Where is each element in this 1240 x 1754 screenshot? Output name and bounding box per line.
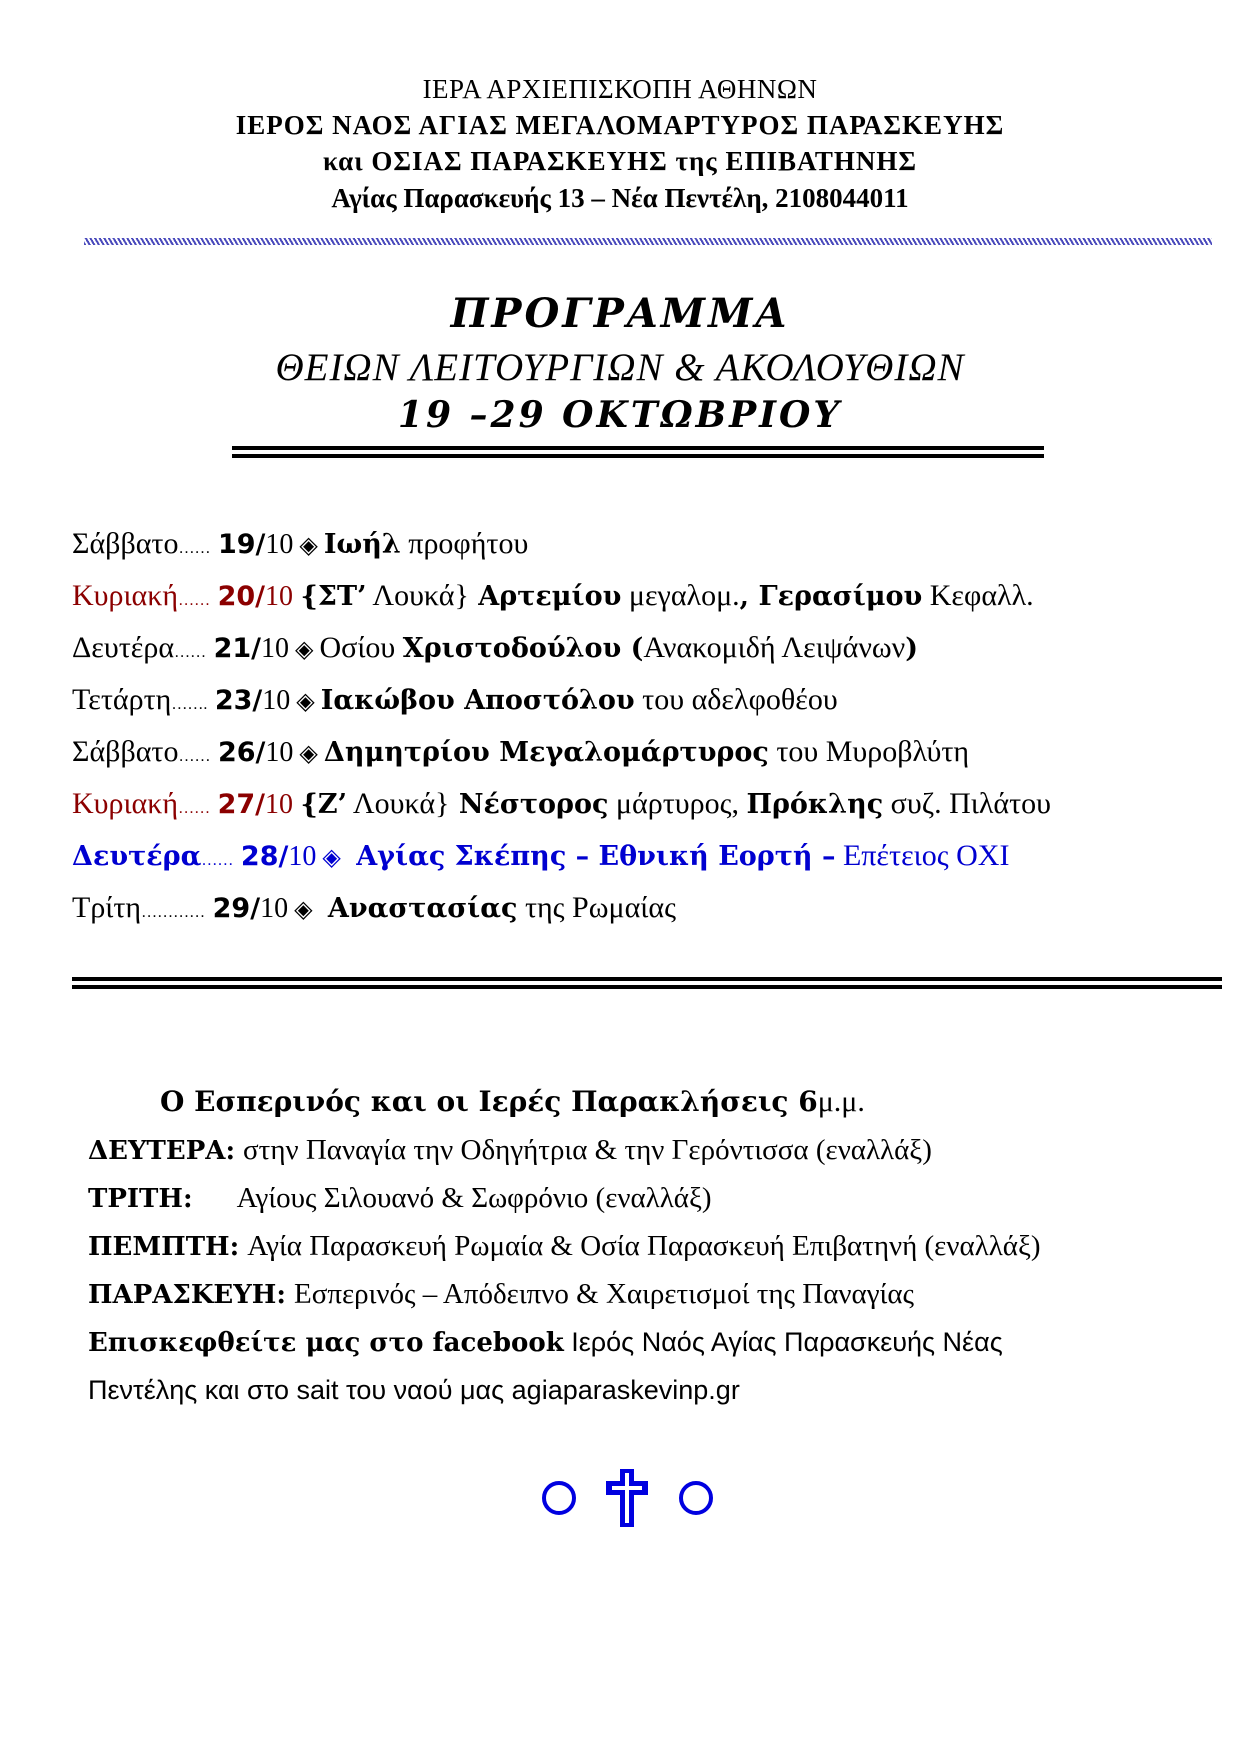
feast-text: της Ρωμαίας	[517, 891, 676, 924]
date-month: 10	[265, 737, 294, 768]
date-day: 19/	[217, 529, 266, 560]
schedule-row	[72, 570, 1232, 622]
service-description: Αγία Παρασκευή Ρωμαία & Οσία Παρασκευή Επιβατηνή (εναλλάξ)	[247, 1230, 1041, 1262]
church-name: ΙΕΡΟΣ ΝΑΟΣ ΑΓΙΑΣ ΜΕΓΑΛΟΜΑΡΤΥΡΟΣ ΠΑΡΑΣΚΕΥΗΣ	[235, 110, 1005, 140]
day-name: Τετάρτη	[72, 683, 172, 716]
feast-text: προφήτου	[400, 527, 529, 560]
services-heading-text: Ο Εσπερινός και οι Ιερές Παρακλήσεις 6	[160, 1085, 818, 1118]
service-day-label: ΤΡΙΤΗ:	[88, 1184, 193, 1214]
diamond-icon: ◈	[299, 739, 318, 767]
archdiocese-name: ΙΕΡΑ ΑΡΧΙΕΠΙΣΚΟΠΗ ΑΘΗΝΩΝ	[422, 74, 818, 104]
leader-dots: ……	[174, 644, 207, 661]
page-subtitle: ΘΕΙΩΝ ΛΕΙΤΟΥΡΓΙΩΝ & ΑΚΟΛΟΥΘΙΩΝ	[275, 346, 965, 389]
day-name: Δευτέρα	[72, 631, 175, 664]
diamond-icon: ◈	[294, 895, 313, 923]
service-row	[88, 1222, 1228, 1270]
feast-text: Αγίας Σκέπης – Εθνική Εορτή –	[346, 841, 836, 872]
leader-dots: …….	[171, 696, 208, 713]
date-day: 29/	[212, 893, 261, 924]
feast-text: Λουκά}	[366, 579, 469, 612]
church-address: Αγίας Παρασκευής 13 – Νέα Πεντέλη, 2108044011	[331, 183, 909, 213]
service-description: Αγίους Σιλουανό & Σωφρόνιο (εναλλάξ)	[236, 1182, 712, 1214]
feast-text: Ανακομιδή Λειψάνων	[643, 631, 906, 664]
cross-icon	[606, 1469, 648, 1527]
date-day: 21/	[213, 633, 262, 664]
feast-text: Αναστασίας	[318, 893, 518, 924]
date-month: 10	[262, 685, 291, 716]
facebook-page-name[interactable]: Ιερός Ναός Αγίας Παρασκευής Νέας	[563, 1327, 1003, 1357]
leader-dots: ……	[201, 852, 234, 869]
feast-text: μάρτυρος,	[608, 787, 747, 820]
feast-text: του αδελφοθέου	[634, 683, 838, 716]
service-row	[88, 1126, 1228, 1174]
date-month: 10	[261, 633, 290, 664]
schedule-row	[72, 882, 1232, 934]
schedule-row	[72, 674, 1232, 726]
page-title: ΠΡΟΓΡΑΜΜΑ	[450, 290, 790, 337]
schedule-list	[72, 518, 1232, 934]
service-description: στην Παναγία την Οδηγήτρια & την Γερόντισσα (εναλλάξ)	[243, 1134, 932, 1166]
date-day: 20/	[217, 581, 266, 612]
facebook-line	[88, 1318, 1228, 1366]
leader-dots: ……	[178, 540, 211, 557]
feast-text: Επέτειος ΟΧΙ	[835, 839, 1010, 872]
feast-text: )	[905, 633, 918, 664]
leader-dots: …………	[141, 904, 206, 921]
schedule-row	[72, 518, 1232, 570]
service-day-label: ΔΕΥΤΕΡΑ:	[88, 1136, 236, 1166]
service-row	[88, 1270, 1228, 1318]
services-heading	[160, 1078, 1228, 1126]
day-name: Σάββατο	[72, 735, 179, 768]
feast-text: Λουκά}	[347, 787, 450, 820]
diamond-icon: ◈	[322, 843, 341, 871]
feast-text: {Ζ’	[300, 789, 348, 820]
feast-text: Νέστορος	[449, 789, 609, 820]
ornament	[0, 1468, 1240, 1528]
weekly-services	[88, 1078, 1228, 1414]
feast-text: Ιωήλ	[323, 529, 401, 560]
date-month: 10	[288, 841, 317, 872]
church-name-continued: και ΟΣΙΑΣ ΠΑΡΑΣΚΕΥΗΣ της ΕΠΙΒΑΤΗΝΗΣ	[322, 146, 918, 176]
day-name: Τρίτη	[72, 891, 142, 924]
service-day-label: ΠΕΜΠΤΗ:	[88, 1232, 240, 1262]
date-day: 26/	[217, 737, 266, 768]
date-month: 10	[265, 789, 294, 820]
service-row	[88, 1174, 1228, 1222]
day-name: Δευτέρα	[72, 841, 202, 872]
service-description: Εσπερινός – Απόδειπνο & Χαιρετισμοί της Παναγίας	[293, 1278, 915, 1310]
diamond-icon: ◈	[299, 531, 318, 559]
schedule-row	[72, 778, 1232, 830]
date-range: 19 –29 ΟΚΤΩΒΡΙΟΥ	[397, 394, 843, 436]
feast-text: του Μυροβλύτη	[768, 735, 970, 768]
schedule-divider	[72, 977, 1222, 989]
feast-text: Οσίου	[319, 631, 403, 664]
schedule-row	[72, 726, 1232, 778]
day-name: Κυριακή	[72, 579, 179, 612]
diamond-icon: ◈	[295, 635, 314, 663]
feast-text: Πρόκλης	[746, 789, 884, 820]
feast-text: Αρτεμίου	[468, 581, 622, 612]
diamond-icon: ◈	[296, 687, 315, 715]
feast-text: Δημητρίου Μεγαλομάρτυρος	[323, 737, 769, 768]
date-day: 28/	[240, 841, 289, 872]
decorative-divider	[84, 238, 1212, 245]
day-name: Κυριακή	[72, 787, 179, 820]
date-day: 27/	[217, 789, 266, 820]
services-heading-time: μ.μ.	[817, 1085, 865, 1118]
feast-text: Κεφαλλ.	[922, 579, 1034, 612]
feast-text: {ΣΤ’	[300, 581, 367, 612]
website-text[interactable]: Πεντέλης και στο sait του ναού μας agiaparaskevinp.gr	[88, 1375, 740, 1405]
website-line	[88, 1366, 1228, 1414]
feast-text: συζ. Πιλάτου	[883, 787, 1052, 820]
feast-text: μεγαλομ.	[621, 579, 740, 612]
facebook-label: Επισκεφθείτε μας στο facebook	[88, 1328, 564, 1358]
circle-icon	[544, 1483, 574, 1513]
date-month: 10	[260, 893, 289, 924]
title-divider	[232, 446, 1044, 458]
day-name: Σάββατο	[72, 527, 179, 560]
leader-dots: ……	[178, 592, 211, 609]
date-month: 10	[265, 529, 294, 560]
leader-dots: ……	[178, 800, 211, 817]
feast-text: Χριστοδούλου (	[402, 633, 644, 664]
circle-icon	[681, 1483, 711, 1513]
date-month: 10	[265, 581, 294, 612]
feast-text: , Γερασίμου	[739, 581, 923, 612]
schedule-row	[72, 830, 1232, 882]
service-day-label: ΠΑΡΑΣΚΕΥΗ:	[88, 1280, 286, 1310]
date-day: 23/	[214, 685, 263, 716]
schedule-row	[72, 622, 1232, 674]
feast-text: Ιακώβου Αποστόλου	[320, 685, 635, 716]
leader-dots: ……	[178, 748, 211, 765]
